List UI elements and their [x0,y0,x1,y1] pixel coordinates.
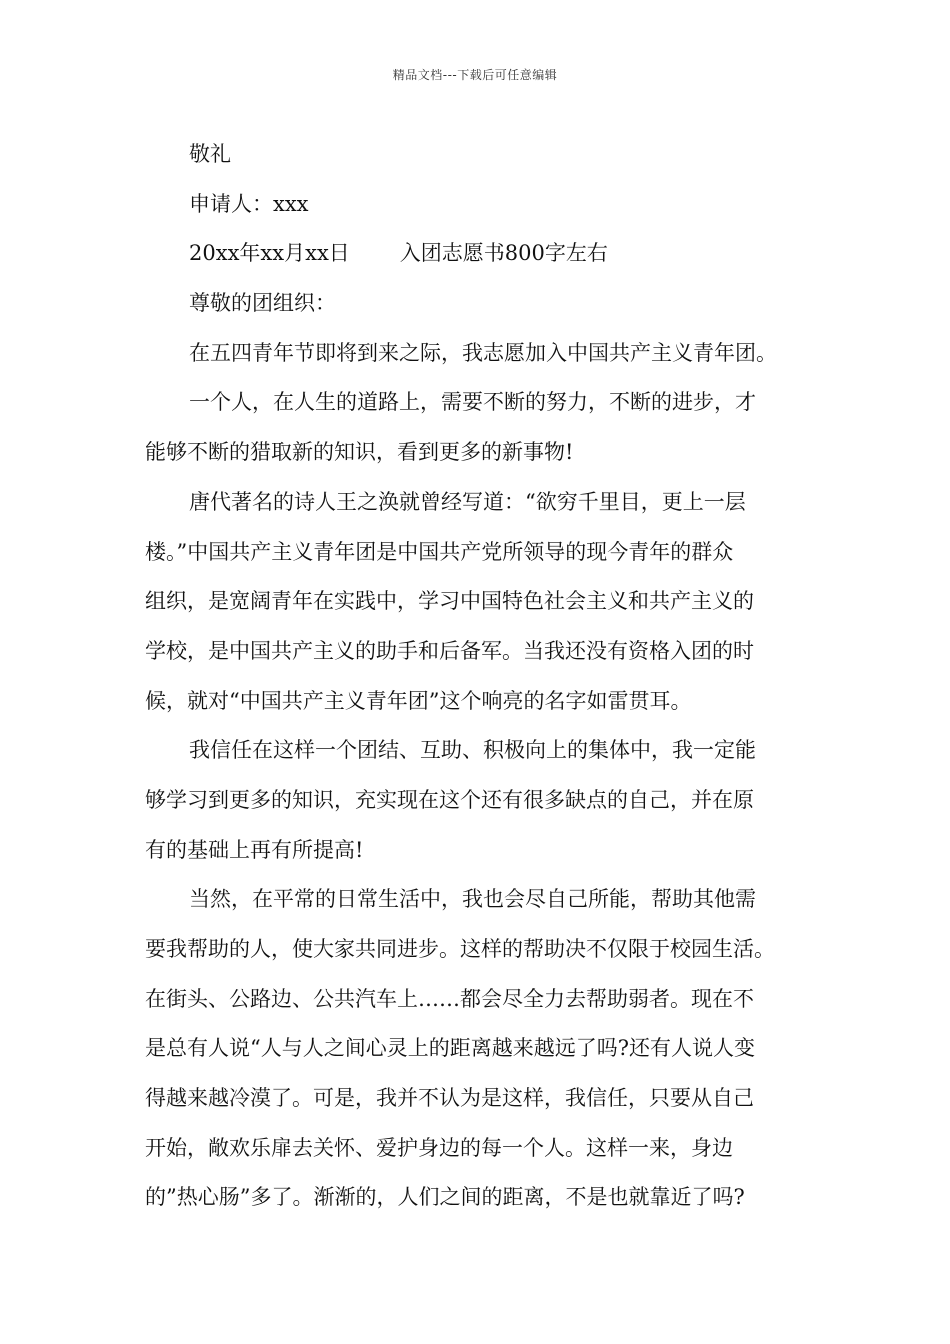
paragraph-line: 能够不断的猎取新的知识，看到更多的新事物! [145,440,574,465]
greeting-line: 尊敬的团组织： [189,291,336,316]
date-title-line [145,229,825,279]
document-body [145,130,825,1223]
date-text: 20xx年xx月xx日 [189,241,350,266]
paragraph-line: 开始，敞欢乐扉去关怀、爱护身边的每一个人。这样一来，身边 [145,1135,733,1160]
paragraph-line: 有的基础上再有所提高! [145,837,364,862]
paragraph-line: 唐代著名的诗人王之涣就曾经写道：“欲穷千里目，更上一层 [189,489,746,514]
paragraph-line: 得越来越冷漠了。可是，我并不认为是这样，我信任，只要从自己 [145,1086,754,1111]
applicant-line: 申请人：xxx [189,191,309,216]
closing-salutation: 敬礼 [189,142,231,166]
paragraph-line: 在街头、公路边、公共汽车上……都会尽全力去帮助弱者。现在不 [145,986,754,1011]
paragraph-line: 在五四青年节即将到来之际，我志愿加入中国共产主义青年团。 [189,340,777,365]
paragraph-line: 楼。”中国共产主义青年团是中国共产党所领导的现今青年的群众 [145,539,734,564]
paragraph-line: 要我帮助的人，使大家共同进步。这样的帮助决不仅限于校园生活。 [145,937,775,961]
paragraph-line: 我信任在这样一个团结、互助、积极向上的集体中，我一定能 [189,738,756,763]
paragraph-line: 组织，是宽阔青年在实践中，学习中国特色社会主义和共产主义的 [145,589,754,614]
essay-title: 入团志愿书800字左右 [399,241,608,266]
paragraph-line: 够学习到更多的知识，充实现在这个还有很多缺点的自己，并在原 [145,787,754,812]
paragraph-line: 的”热心肠”多了。渐渐的，人们之间的距离，不是也就靠近了吗? [145,1185,745,1210]
paragraph-line: 是总有人说“人与人之间心灵上的距离越来越远了吗?还有人说人变 [145,1036,755,1061]
paragraph-line: 学校，是中国共产主义的助手和后备军。当我还没有资格入团的时 [145,638,754,663]
paragraph-line: 当然，在平常的日常生活中，我也会尽自己所能，帮助其他需 [189,887,756,912]
paragraph-line: 候，就对“中国共产主义青年团”这个响亮的名字如雷贯耳。 [145,688,692,713]
paragraph-line: 一个人，在人生的道路上，需要不断的努力，不断的进步，才 [189,390,756,415]
page-header: 精品文档---下载后可任意编辑 [392,68,558,82]
